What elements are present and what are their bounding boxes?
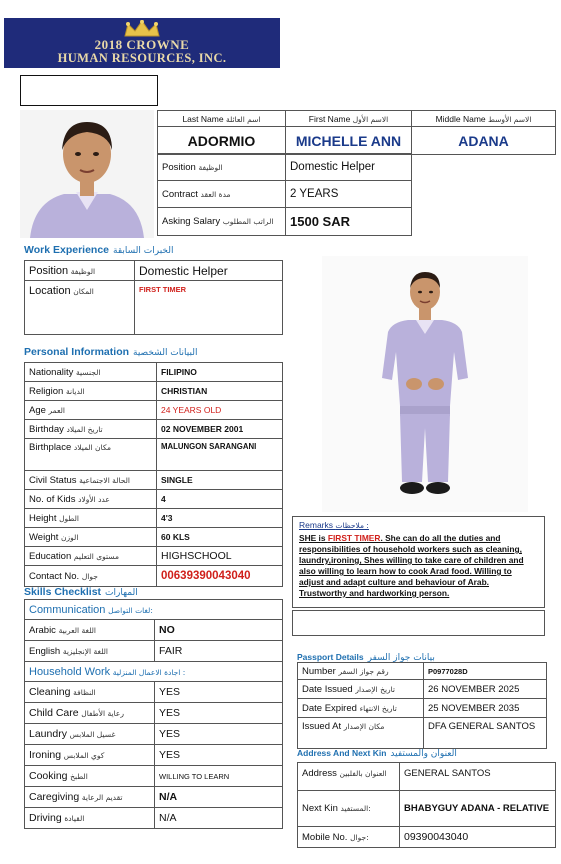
personal-row: Birthplace مكان الميلاد MALUNGON SARANGANI xyxy=(25,439,283,471)
personal-row: No. of Kids عدد الأولاد 4 xyxy=(25,490,283,509)
remarks-title: Remarks ملاحظات : xyxy=(299,520,369,530)
passport-heading: Passport Details بيانات جواز السفر xyxy=(297,652,435,663)
passport-row: Date Issued تاريخ الإصدار 26 NOVEMBER 2025 xyxy=(298,680,547,699)
we-position-value: Domestic Helper xyxy=(135,261,283,281)
personal-row: Birthday تاريخ الميلاد 02 NOVEMBER 2001 xyxy=(25,420,283,439)
contract-label: Contract مدة العقد xyxy=(158,181,286,208)
remarks-box xyxy=(292,516,545,608)
skill-row: Ironing كوي الملابس YES xyxy=(25,745,283,766)
position-value: Domestic Helper xyxy=(286,154,412,181)
skill-row: Cleaning النظافة YES xyxy=(25,682,283,703)
we-position-label: Position الوظيفة xyxy=(25,261,135,281)
skills-heading: Skills Checklist المهارات xyxy=(24,586,138,598)
company-logo xyxy=(4,18,280,68)
personal-row: Nationality الجنسية FILIPINO xyxy=(25,363,283,382)
skill-row: Cooking الطبخ WILLING TO LEARN xyxy=(25,766,283,787)
salary-label: Asking Salary الراتب المطلوب xyxy=(158,208,286,236)
first-name-value: MICHELLE ANN xyxy=(286,127,412,155)
crown-icon xyxy=(122,20,162,38)
contract-value: 2 YEARS xyxy=(286,181,412,208)
reference-box xyxy=(20,75,158,106)
names-table xyxy=(157,110,556,155)
work-experience-heading: Work Experience الخبرات السابقة xyxy=(24,244,174,256)
address-row: Next Kin المستفيد: BHABYGUY ADANA - RELATIVE xyxy=(298,791,556,827)
skill-row: Child Care رعاية الأطفال YES xyxy=(25,703,283,724)
household-subheading: Household Work اجادة الاعمال المنزلية : xyxy=(25,662,283,682)
skill-row: Arabic اللغة العربية NO xyxy=(25,620,283,641)
job-table xyxy=(157,153,412,236)
skill-row: Driving القيادة N/A xyxy=(25,808,283,829)
address-row: Address العنوان بالفلبين GENERAL SANTOS xyxy=(298,763,556,791)
passport-row: Number رقم جواز السفر P0977028D xyxy=(298,663,547,680)
middle-name-header: Middle Name الاسم الأوسط xyxy=(412,111,556,127)
first-name-header: First Name الاسم الأول xyxy=(286,111,412,127)
last-name-header: Last Name اسم العائلة xyxy=(158,111,286,127)
passport-row: Issued At مكان الإصدار DFA GENERAL SANTOS xyxy=(298,718,547,749)
remarks-text: SHE is FIRST TIMER. She can do all the duties and responsibilities of household workers such as cleaning, laundry,ironing, Shes willing to take care of children and also willing to learn how to cook Arad food. Willing to adjust and adapt culture and behaviour of Arab. Trustworthy and hardworking person. xyxy=(299,533,524,598)
address-row: Mobile No. جوال: 09390043040 xyxy=(298,827,556,848)
address-heading: Address And Next Kin العنوان والمستفيد xyxy=(297,748,457,759)
personal-info-heading: Personal Information البيانات الشخصية xyxy=(24,346,198,358)
skill-row: Laundry غسيل الملابس YES xyxy=(25,724,283,745)
full-body-photo xyxy=(322,256,528,512)
skill-row: English اللغة الإنجليزية FAIR xyxy=(25,641,283,662)
passport-table xyxy=(297,662,547,749)
salary-value: 1500 SAR xyxy=(286,208,412,236)
we-location-value: FIRST TIMER xyxy=(135,281,283,335)
personal-row: Weight الوزن 60 KLS xyxy=(25,528,283,547)
personal-row: Education مستوى التعليم HIGHSCHOOL xyxy=(25,547,283,566)
remarks-extra-box xyxy=(292,610,545,636)
work-experience-table xyxy=(24,260,283,335)
personal-row: Civil Status الحالة الاجتماعية SINGLE xyxy=(25,471,283,490)
logo-line-2: HUMAN RESOURCES, INC. xyxy=(57,51,227,65)
personal-row: Contact No. جوال 00639390043040 xyxy=(25,566,283,587)
we-location-label: Location المكان xyxy=(25,281,135,335)
personal-row: Age العمر 24 YEARS OLD xyxy=(25,401,283,420)
address-table xyxy=(297,762,556,848)
personal-info-table xyxy=(24,362,283,587)
logo-line-1: 2018 CROWNE xyxy=(94,37,190,52)
position-label: Position الوظيفة xyxy=(158,154,286,181)
skill-row: Caregiving تقديم الرعاية N/A xyxy=(25,787,283,808)
personal-row: Height الطول 4'3 xyxy=(25,509,283,528)
communication-subheading: Communication لغات التواصل: xyxy=(25,600,283,620)
passport-row: Date Expired تاريخ الانتهاء 25 NOVEMBER 2035 xyxy=(298,699,547,718)
personal-row: Religion الديانة CHRISTIAN xyxy=(25,382,283,401)
skills-table xyxy=(24,599,283,829)
middle-name-value: ADANA xyxy=(412,127,556,155)
face-photo xyxy=(20,110,154,238)
last-name-value: ADORMIO xyxy=(158,127,286,155)
